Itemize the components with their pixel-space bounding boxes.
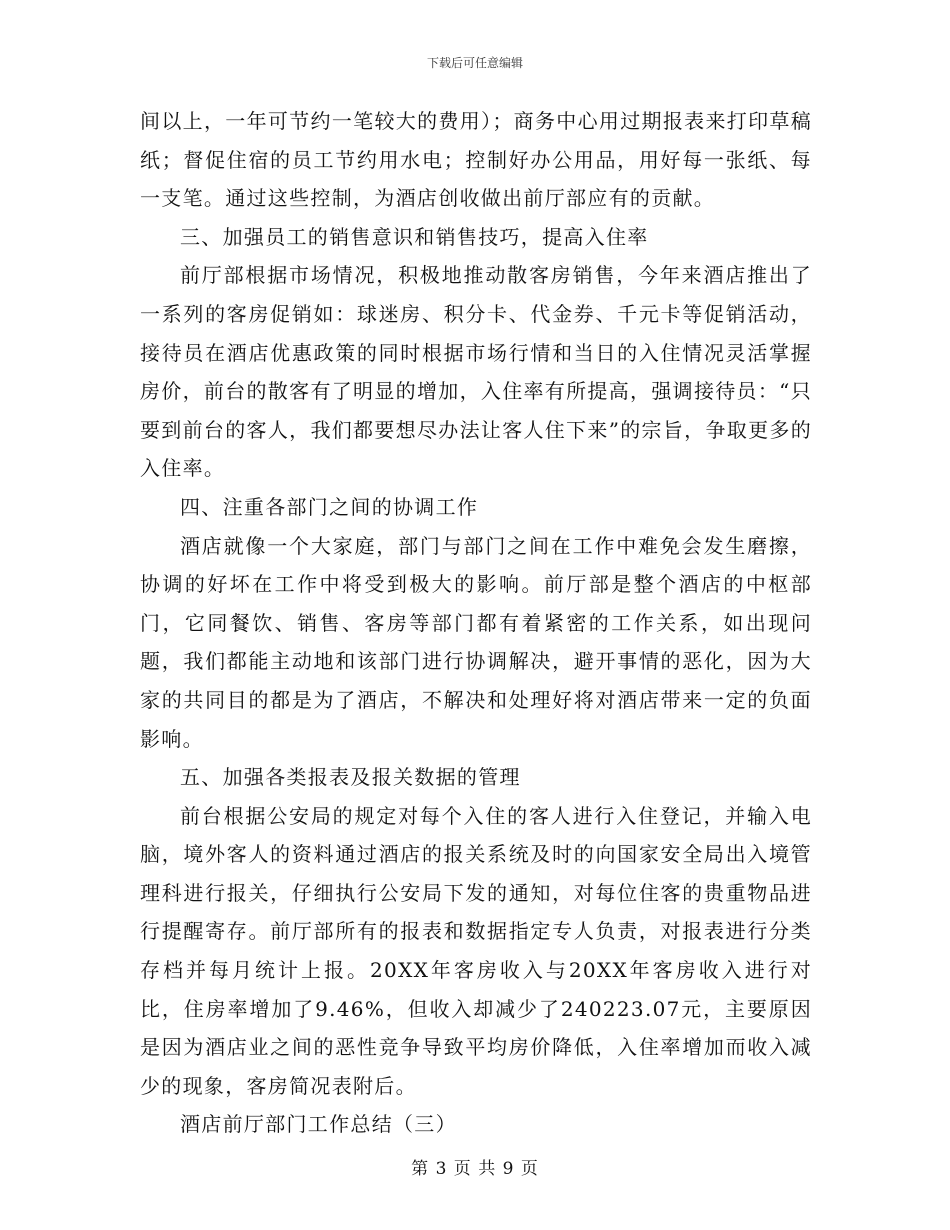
paragraph-sales: 前厅部根据市场情况，积极地推动散客房销售，今年来酒店推出了一系列的客房促销如：球迷房、积分卡、代金券、千元卡等促销活动，接待员在酒店优惠政策的同时根据市场行情和当日的入住情况灵活掌握房价，前台的散客有了明显的增加，入住率有所提高，强调接待员：“只要到前台的客人，我们都要想尽办法让客人住下来”的宗旨，争取更多的入住率。	[140, 263, 812, 481]
section-heading-4: 四、注重各部门之间的协调工作	[180, 494, 479, 519]
paragraph-reports: 前台根据公安局的规定对每个入住的客人进行入住登记，并输入电脑，境外客人的资料通过酒店的报关系统及时的向国家安全局出入境管理科进行报关，仔细执行公安局下发的通知，对每位住客的贵重物品进行提醒寄存。前厅部所有的报表和数据指定专人负责，对报表进行分类存档并每月统计上报。20XX年客房收入与20XX年客房收入进行对比，住房率增加了9.46%，但收入却减少了240223.07元，主要原因是因为酒店业之间的恶性竞争导致平均房价降低，入住率增加而收入减少的现象，客房简况表附后。	[140, 803, 812, 1098]
document-body	[140, 102, 812, 1144]
section-heading-3: 三、加强员工的销售意识和销售技巧，提高入住率	[180, 224, 649, 249]
paragraph-continuation: 间以上，一年可节约一笔较大的费用）；商务中心用过期报表来打印草稿纸；督促住宿的员工节约用水电；控制好办公用品，用好每一张纸、每一支笔。通过这些控制，为酒店创收做出前厅部应有的贡献。	[140, 109, 812, 211]
page-header: 下载后可任意编辑	[426, 56, 523, 70]
subtitle-summary-3: 酒店前厅部门工作总结（三）	[180, 1112, 457, 1137]
section-heading-5: 五、加强各类报表及报关数据的管理	[180, 765, 521, 790]
page-number: 第 3 页 共 9 页	[411, 1159, 539, 1179]
paragraph-coordination: 酒店就像一个大家庭，部门与部门之间在工作中难免会发生磨擦，协调的好坏在工作中将受到极大的影响。前厅部是整个酒店的中枢部门，它同餐饮、销售、客房等部门都有着紧密的工作关系，如出现问题，我们都能主动地和该部门进行协调解决，避开事情的恶化，因为大家的共同目的都是为了酒店，不解决和处理好将对酒店带来一定的负面影响。	[140, 533, 812, 751]
